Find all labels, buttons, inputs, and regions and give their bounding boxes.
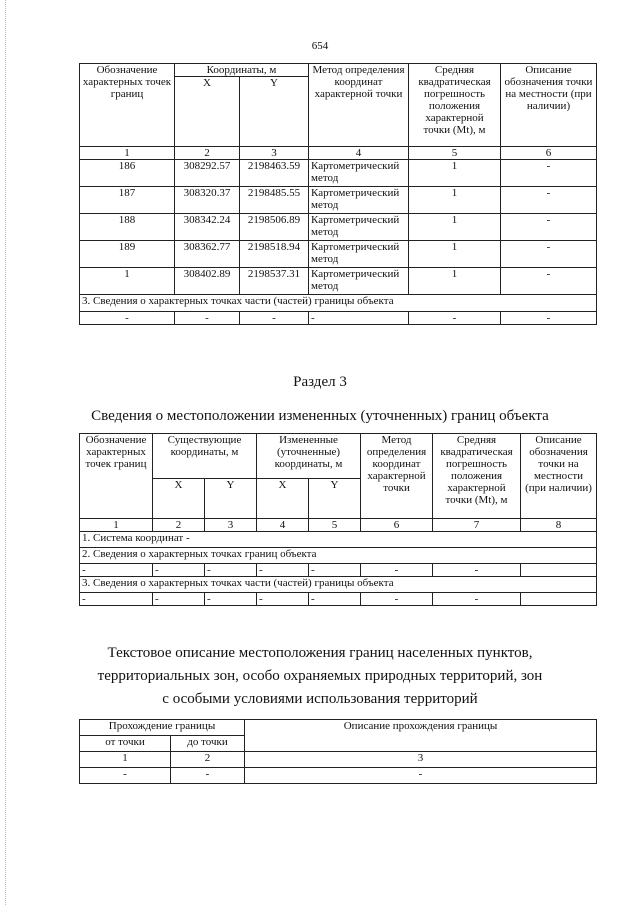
cell-y: 2198518.94 [240, 241, 309, 268]
dash-cell: - [245, 768, 597, 784]
col-number: 2 [153, 519, 205, 532]
header-coords: Координаты, м [175, 64, 309, 77]
header-changed: Измененные (уточненные) координаты, м [257, 434, 361, 479]
dash-cell: - [175, 312, 240, 325]
header-error: Средняя квадратическая погрешность положения характерной точки (Mt), м [409, 64, 501, 147]
cell-x: 308320.37 [175, 187, 240, 214]
part-section-row: 3. Сведения о характерных точках части (частей) границы объекта [80, 577, 597, 593]
header-y: Y [309, 479, 361, 519]
heading-line: Текстовое описание местоположения границ населенных пунктов, [107, 645, 533, 661]
header-y: Y [205, 479, 257, 519]
dash-cell: - [205, 593, 257, 606]
col-number: 6 [361, 519, 433, 532]
table-row [80, 187, 597, 214]
dash-cell: - [309, 312, 409, 325]
table-row [80, 160, 597, 187]
header-designation: Обозначение характерных точек границ [80, 64, 175, 147]
cell-method: Картометрический метод [309, 241, 409, 268]
cell-point: 187 [80, 187, 175, 214]
dash-cell: - [501, 312, 597, 325]
dash-cell: - [240, 312, 309, 325]
boundary-passage-table [79, 719, 597, 784]
cell-method: Картометрический метод [309, 187, 409, 214]
section-subtitle: Сведения о местоположении измененных (уточненных) границ объекта [91, 408, 549, 424]
cell-method: Картометрический метод [309, 160, 409, 187]
col-number: 1 [80, 519, 153, 532]
header-from: от точки [80, 736, 171, 752]
cell-x: 308362.77 [175, 241, 240, 268]
dash-cell [521, 564, 597, 577]
coordinates-table [79, 63, 597, 325]
dash-cell: - [153, 564, 205, 577]
col-number: 3 [240, 147, 309, 160]
cell-desc: - [501, 187, 597, 214]
col-number: 2 [171, 752, 245, 768]
cell-point: 186 [80, 160, 175, 187]
header-x: X [175, 77, 240, 147]
dash-cell: - [309, 564, 361, 577]
header-description: Описание обозначения точки на местности (при наличии) [501, 64, 597, 147]
col-number: 8 [521, 519, 597, 532]
col-number: 1 [80, 147, 175, 160]
col-number: 3 [205, 519, 257, 532]
table-row [80, 241, 597, 268]
cell-x: 308342.24 [175, 214, 240, 241]
table-row [80, 268, 597, 295]
cell-y: 2198463.59 [240, 160, 309, 187]
cell-desc: - [501, 160, 597, 187]
cell-error: 1 [409, 160, 501, 187]
cell-point: 188 [80, 214, 175, 241]
points-section-row: 2. Сведения о характерных точках границ объекта [80, 548, 597, 564]
dash-cell: - [257, 593, 309, 606]
cell-error: 1 [409, 268, 501, 295]
table-row [80, 312, 597, 325]
cell-method: Картометрический метод [309, 268, 409, 295]
cell-error: 1 [409, 187, 501, 214]
dash-cell: - [309, 593, 361, 606]
col-number: 5 [309, 519, 361, 532]
dash-cell: - [361, 564, 433, 577]
col-number: 1 [80, 752, 171, 768]
header-description: Описание прохождения границы [245, 720, 597, 752]
header-error: Средняя квадратическая погрешность положения характерной точки (Mt), м [433, 434, 521, 519]
col-number: 6 [501, 147, 597, 160]
text-description-heading [0, 642, 640, 711]
cell-point: 189 [80, 241, 175, 268]
cell-y: 2198537.31 [240, 268, 309, 295]
cell-x: 308292.57 [175, 160, 240, 187]
dash-cell [521, 593, 597, 606]
cell-point: 1 [80, 268, 175, 295]
header-method: Метод определения координат характерной точки [309, 64, 409, 147]
header-x: X [257, 479, 309, 519]
header-to: до точки [171, 736, 245, 752]
table-row [80, 593, 597, 606]
cell-desc: - [501, 241, 597, 268]
cell-desc: - [501, 268, 597, 295]
cell-y: 2198485.55 [240, 187, 309, 214]
part-section-row: 3. Сведения о характерных точках части (частей) границы объекта [80, 295, 597, 312]
cell-y: 2198506.89 [240, 214, 309, 241]
cell-error: 1 [409, 241, 501, 268]
header-x: X [153, 479, 205, 519]
cell-desc: - [501, 214, 597, 241]
header-passage: Прохождение границы [80, 720, 245, 736]
header-method: Метод определения координат характерной точки [361, 434, 433, 519]
col-number: 5 [409, 147, 501, 160]
dash-cell: - [80, 564, 153, 577]
table-row [80, 214, 597, 241]
dash-cell: - [171, 768, 245, 784]
col-number: 3 [245, 752, 597, 768]
header-existing: Существующие координаты, м [153, 434, 257, 479]
section-title: Раздел 3 [293, 374, 347, 390]
page-number: 654 [311, 40, 329, 52]
dash-cell: - [205, 564, 257, 577]
header-y: Y [240, 77, 309, 147]
header-designation: Обозначение характерных точек границ [80, 434, 153, 519]
cell-x: 308402.89 [175, 268, 240, 295]
dash-cell: - [433, 564, 521, 577]
header-description: Описание обозначения точки на местности (при наличии) [521, 434, 597, 519]
dash-cell: - [80, 593, 153, 606]
col-number: 7 [433, 519, 521, 532]
col-number: 4 [309, 147, 409, 160]
dash-cell: - [361, 593, 433, 606]
col-number: 4 [257, 519, 309, 532]
changed-boundaries-table [79, 433, 597, 606]
dash-cell: - [153, 593, 205, 606]
table-row [80, 768, 597, 784]
dash-cell: - [409, 312, 501, 325]
binding-margin-line [5, 0, 6, 905]
cell-method: Картометрический метод [309, 214, 409, 241]
dash-cell: - [80, 312, 175, 325]
dash-cell: - [433, 593, 521, 606]
coord-system-row: 1. Система координат - [80, 532, 597, 548]
table-row [80, 564, 597, 577]
heading-line: территориальных зон, особо охраняемых природных территорий, зон [97, 668, 543, 684]
dash-cell: - [257, 564, 309, 577]
cell-error: 1 [409, 214, 501, 241]
dash-cell: - [80, 768, 171, 784]
heading-line: с особыми условиями использования территорий [162, 691, 478, 707]
col-number: 2 [175, 147, 240, 160]
